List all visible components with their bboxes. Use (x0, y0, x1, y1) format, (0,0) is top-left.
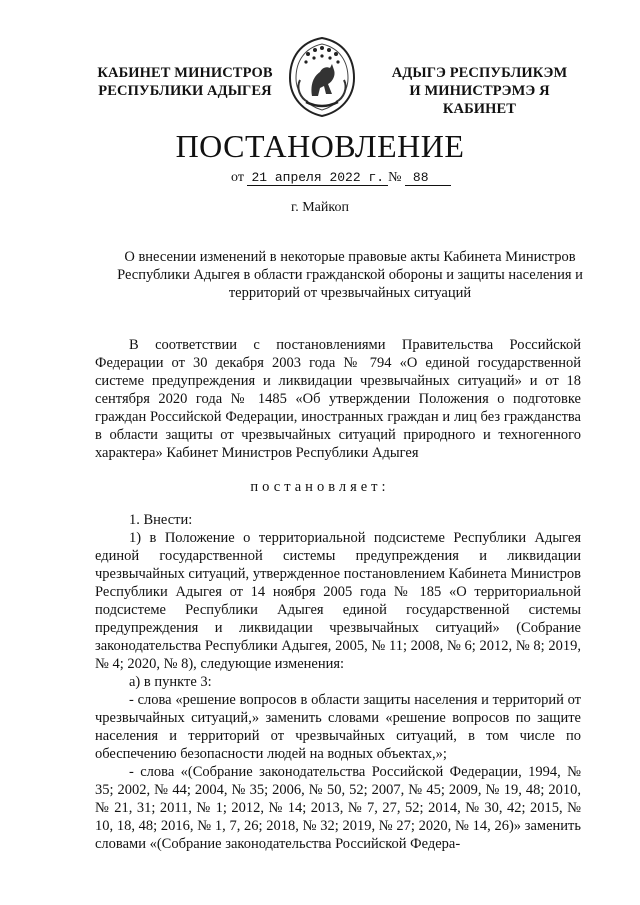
body-paragraph: - слова «(Собрание законодательства Российской Федерации, 1994, № 35; 2002, № 44; 2004, № 35; 2006, № 50, 52; 2007, № 45; 2009, № 19, 48; 2010, № 21, 31; 2011, № 1; 2012, № 14; 2013, № 7, 27, 52; 2014, № 30, 42; 2015, № 10, 18, 48; 2016, № 1, 7, 26; 2018, № 32; 2019, № 27; 2020, № 14, 26)» заменить словами «(Собрание законодательства Российской Федера- (95, 764, 581, 852)
body-paragraph: 1. Внести: (129, 512, 193, 528)
issuer-line-1-adyghe: АДЫГЭ РЕСПУБЛИКЭМ (391, 65, 568, 81)
preamble-paragraph: В соответствии с постановлениями Правительства Российской Федерации от 30 декабря 2003 года № 794 «О единой государственной системе предупреждения и ликвидации чрезвычайных ситуаций» и от 18 сентября 2020 года № 1485 «Об утверждении Положения о подготовке граждан Российской Федерации, иностранных граждан и лиц без гражданства в области защиты от чрезвычайных ситуаций природного и техногенного характера» Кабинет Министров Республики Адыгея (95, 337, 581, 461)
document-date: 21 апреля 2022 г. (247, 170, 388, 186)
document-subject: О внесении изменений в некоторые правовые акты Кабинета Министров Республики Адыгея в области гражданской обороны и защиты населения и территорий от чрезвычайных ситуаций (117, 249, 583, 301)
date-prefix: от (231, 170, 244, 185)
issuer-line-1: КАБИНЕТ МИНИСТРОВ (97, 65, 273, 81)
document-number: 88 (405, 170, 451, 186)
issuer-line-2-adyghe: И МИНИСТРЭМЭ Я КАБИНЕТ (409, 83, 550, 117)
adygea-coat-of-arms-icon (286, 36, 358, 118)
number-label: № (388, 170, 402, 185)
date-line (231, 170, 451, 186)
resolves-heading: постановляет: (250, 479, 390, 495)
document-title: ПОСТАНОВЛЕНИЕ (175, 128, 465, 164)
body-paragraph: а) в пункте 3: (129, 674, 212, 690)
body-paragraph: 1) в Положение о территориальной подсистеме Республики Адыгея единой государственной системы предупреждения и ликвидации чрезвычайных ситуаций, утвержденное постановлением Кабинета Министров Республики Адыгея от 14 ноября 2005 года № 185 «О территориальной подсистеме Республики Адыгея единой государственной системы предупреждения и ликвидации чрезвычайных ситуаций» (Собрание законодательства Республики Адыгея, 2005, № 11; 2008, № 6; 2012, № 8; 2019, № 4; 2020, № 8), следующие изменения: (95, 530, 581, 672)
city-line: г. Майкоп (291, 200, 349, 215)
body-paragraph: - слова «решение вопросов в области защиты населения и территорий от чрезвычайных ситуаций,» заменить словами «решение вопросов по защите населения и территорий от чрезвычайных ситуаций, в том числе по обеспечению безопасности людей на водных объектах,»; (95, 692, 581, 762)
issuer-name-adyghe (377, 64, 582, 118)
issuer-line-2: РЕСПУБЛИКИ АДЫГЕЯ (98, 83, 272, 99)
issuer-name-russian (95, 64, 275, 100)
document-body (95, 511, 581, 853)
